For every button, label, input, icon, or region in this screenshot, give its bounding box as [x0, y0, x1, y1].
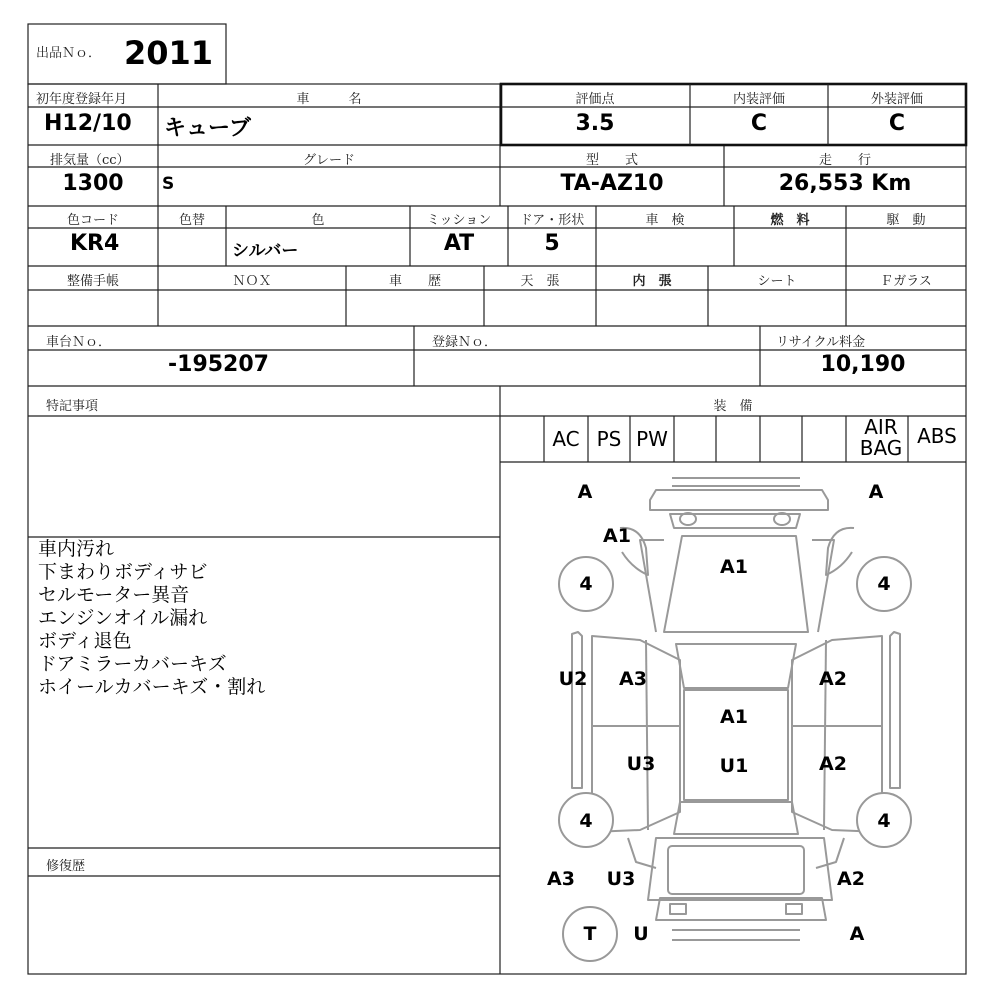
mission-label: ミッション — [426, 213, 492, 228]
lining-label: 内 張 — [632, 274, 672, 289]
mark-rear-left-a: A3 — [547, 868, 575, 890]
glass-label: Ｆガラス — [880, 274, 932, 289]
equipment-label: 装 備 — [713, 399, 753, 414]
mark-right-door-front: A2 — [819, 668, 847, 690]
interior-label: 内装評価 — [732, 92, 785, 107]
note-item: 下まわりボディサビ — [38, 561, 208, 583]
equipment-item: PW — [636, 427, 668, 451]
lot-number: 2011 — [124, 34, 214, 72]
chassis-value: -195207 — [168, 352, 269, 377]
interior-value: C — [750, 111, 768, 136]
grade-value: S — [162, 174, 175, 194]
first-reg-label: 初年度登録年月 — [36, 92, 128, 107]
note-item: エンジンオイル漏れ — [38, 607, 208, 629]
mark-front-right: A — [868, 481, 884, 503]
mark-rear-right: A2 — [837, 868, 865, 890]
mark-tire-fl: 4 — [579, 573, 593, 595]
score-value: 3.5 — [575, 111, 615, 136]
equipment-item-abs: ABS — [917, 424, 957, 448]
mark-rear-bumper-left: U — [633, 923, 649, 945]
equipment-item: PS — [596, 427, 622, 451]
mark-bonnet: A1 — [720, 556, 748, 578]
exterior-value: C — [888, 111, 906, 136]
mark-tire-fr: 4 — [877, 573, 891, 595]
mark-left-door-rear: U3 — [626, 753, 656, 775]
note-item: セルモーター異音 — [38, 584, 190, 606]
mileage-label: 走 行 — [818, 153, 871, 168]
model-label: 型 式 — [585, 153, 638, 168]
displacement-label: 排気量（cc） — [50, 153, 130, 168]
door-label: ドア・形状 — [519, 213, 585, 228]
grade-label: グレード — [302, 153, 355, 168]
note-item: ボディ退色 — [38, 630, 132, 652]
mileage-value: 26,553 Km — [778, 171, 912, 196]
nox-label: ＮＯＸ — [232, 274, 272, 289]
exterior-label: 外装評価 — [870, 92, 923, 107]
model-value: TA-AZ10 — [560, 171, 664, 196]
mission-value: AT — [443, 231, 475, 256]
mark-tire-rl: 4 — [579, 810, 593, 832]
recycle-label: リサイクル料金 — [776, 335, 866, 350]
mark-rear-bumper-right: A — [849, 923, 865, 945]
mark-bonnet-edge: A1 — [603, 525, 631, 547]
mark-spare: T — [583, 923, 597, 945]
mark-roof-rear: U1 — [719, 755, 749, 777]
note-item: ホイールカバーキズ・割れ — [38, 676, 266, 698]
inspection-label: 車 検 — [645, 213, 685, 228]
mark-rear-left-u: U3 — [606, 868, 636, 890]
mark-right-door-rear: A2 — [819, 753, 847, 775]
mark-left-fender: U2 — [558, 668, 588, 690]
repaint-label: 色替 — [178, 213, 205, 228]
recycle-value: 10,190 — [820, 352, 906, 377]
score-label: 評価点 — [575, 92, 615, 107]
equipment-item: AC — [552, 427, 580, 451]
fuel-label: 燃 料 — [770, 213, 810, 228]
ceiling-label: 天 張 — [520, 274, 560, 289]
mark-left-door-front: A3 — [619, 668, 647, 690]
lot-label: 出品Ｎｏ． — [36, 46, 102, 61]
color-code-value: KR4 — [70, 231, 120, 256]
first-reg-value: H12/10 — [44, 111, 132, 136]
seat-label: シート — [757, 274, 797, 289]
note-item: 車内汚れ — [38, 538, 115, 560]
equipment-item-airbag: AIR BAG — [859, 415, 903, 460]
door-value: 5 — [544, 231, 560, 256]
color-label: 色 — [311, 213, 325, 228]
notes-label: 特記事項 — [46, 399, 99, 414]
displacement-value: 1300 — [62, 171, 124, 196]
mark-roof: A1 — [720, 706, 748, 728]
car-damage-diagram — [500, 462, 966, 974]
car-name-value: キューブ — [164, 116, 251, 141]
color-value: シルバー — [232, 241, 299, 261]
notes-list — [38, 538, 265, 699]
history-label: 車 歴 — [388, 274, 441, 289]
note-item: ドアミラーカバーキズ — [38, 653, 227, 675]
chassis-label: 車台Ｎｏ． — [46, 335, 112, 350]
color-code-label: 色コード — [66, 213, 119, 228]
drive-label: 駆 動 — [886, 213, 926, 228]
mark-front-left: A — [577, 481, 593, 503]
repair-label: 修復歴 — [46, 859, 86, 874]
mark-tire-rr: 4 — [877, 810, 891, 832]
car-name-label: 車 名 — [296, 92, 362, 107]
regno-label: 登録Ｎｏ． — [432, 335, 498, 350]
maint-label: 整備手帳 — [66, 274, 119, 289]
